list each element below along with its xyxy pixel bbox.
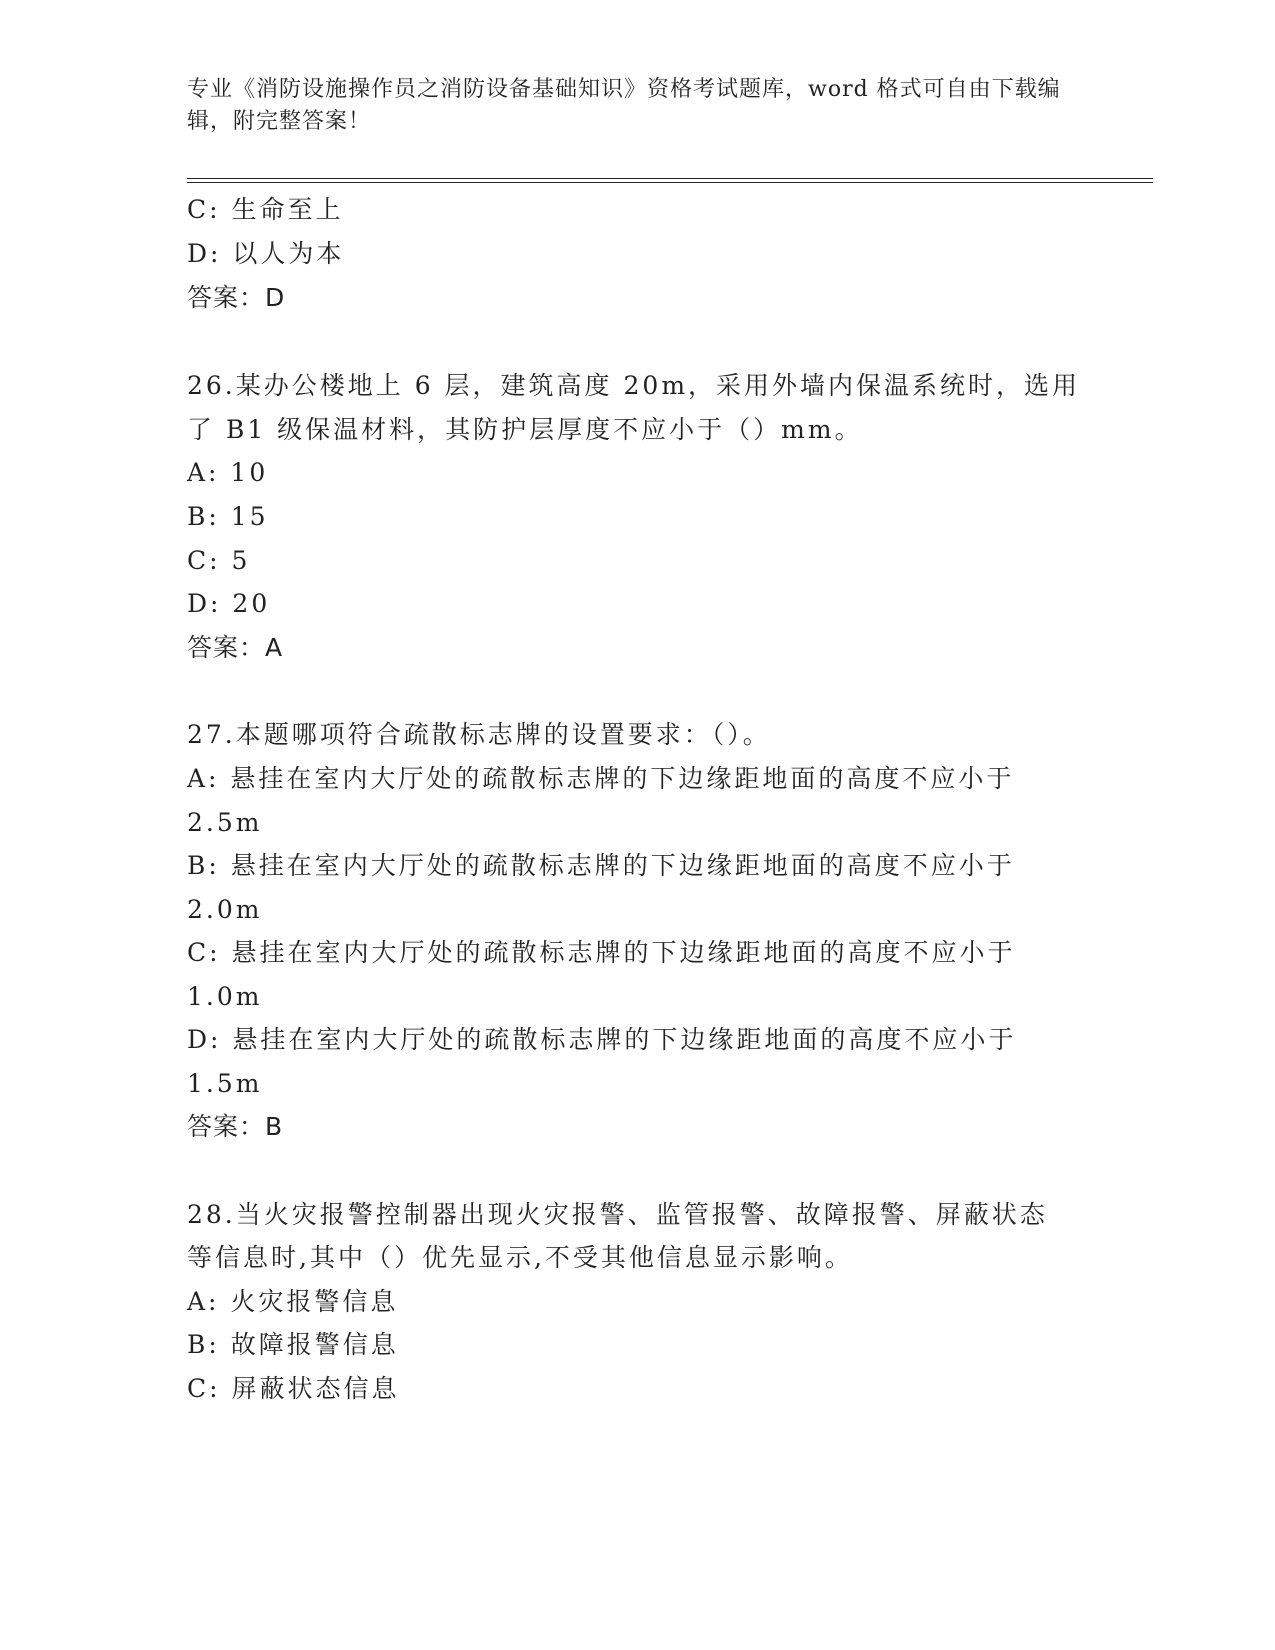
q27-answer: 答案：B [187, 1112, 284, 1141]
q27-option-c-line1: C: 悬挂在室内大厅处的疏散标志牌的下边缘距地面的高度不应小于 [187, 938, 1016, 967]
q26-option-c: C: 5 [187, 546, 251, 575]
q27-option-b-line1: B: 悬挂在室内大厅处的疏散标志牌的下边缘距地面的高度不应小于 [187, 851, 1015, 880]
q27-option-c-line2: 1.0m [187, 982, 263, 1011]
header-divider [187, 178, 1153, 183]
q28-option-a: A: 火灾报警信息 [187, 1287, 399, 1316]
q28-option-c: C: 屏蔽状态信息 [187, 1374, 400, 1403]
q27-option-d-line1: D: 悬挂在室内大厅处的疏散标志牌的下边缘距地面的高度不应小于 [187, 1025, 1017, 1054]
q25-answer: 答案：D [187, 283, 286, 312]
q25-option-c: C: 生命至上 [187, 195, 344, 224]
q26-stem-line1: 26.某办公楼地上 6 层，建筑高度 20m，采用外墙内保温系统时，选用 [187, 371, 1081, 400]
q26-option-b: B: 15 [187, 502, 269, 531]
q27-option-a-line1: A: 悬挂在室内大厅处的疏散标志牌的下边缘距地面的高度不应小于 [187, 764, 1015, 793]
q26-option-a: A: 10 [187, 458, 269, 487]
q27-option-b-line2: 2.0m [187, 895, 263, 924]
q26-stem-line2: 了 B1 级保温材料，其防护层厚度不应小于（）mm。 [187, 415, 863, 444]
q27-stem: 27.本题哪项符合疏散标志牌的设置要求：（）。 [187, 720, 771, 749]
q27-option-a-line2: 2.5m [187, 808, 263, 837]
q25-option-d: D: 以人为本 [187, 239, 345, 268]
q28-stem-line2: 等信息时,其中（）优先显示,不受其他信息显示影响。 [187, 1243, 853, 1272]
q28-option-b: B: 故障报警信息 [187, 1330, 399, 1359]
q26-answer: 答案：A [187, 633, 284, 662]
document-header: 专业《消防设施操作员之消防设备基础知识》资格考试题库，word 格式可自由下载编辑，附完整答案！ [187, 77, 1061, 134]
q27-option-d-line2: 1.5m [187, 1069, 263, 1098]
q26-option-d: D: 20 [187, 589, 271, 618]
q28-stem-line1: 28.当火灾报警控制器出现火灾报警、监管报警、故障报警、屏蔽状态 [187, 1200, 1048, 1229]
